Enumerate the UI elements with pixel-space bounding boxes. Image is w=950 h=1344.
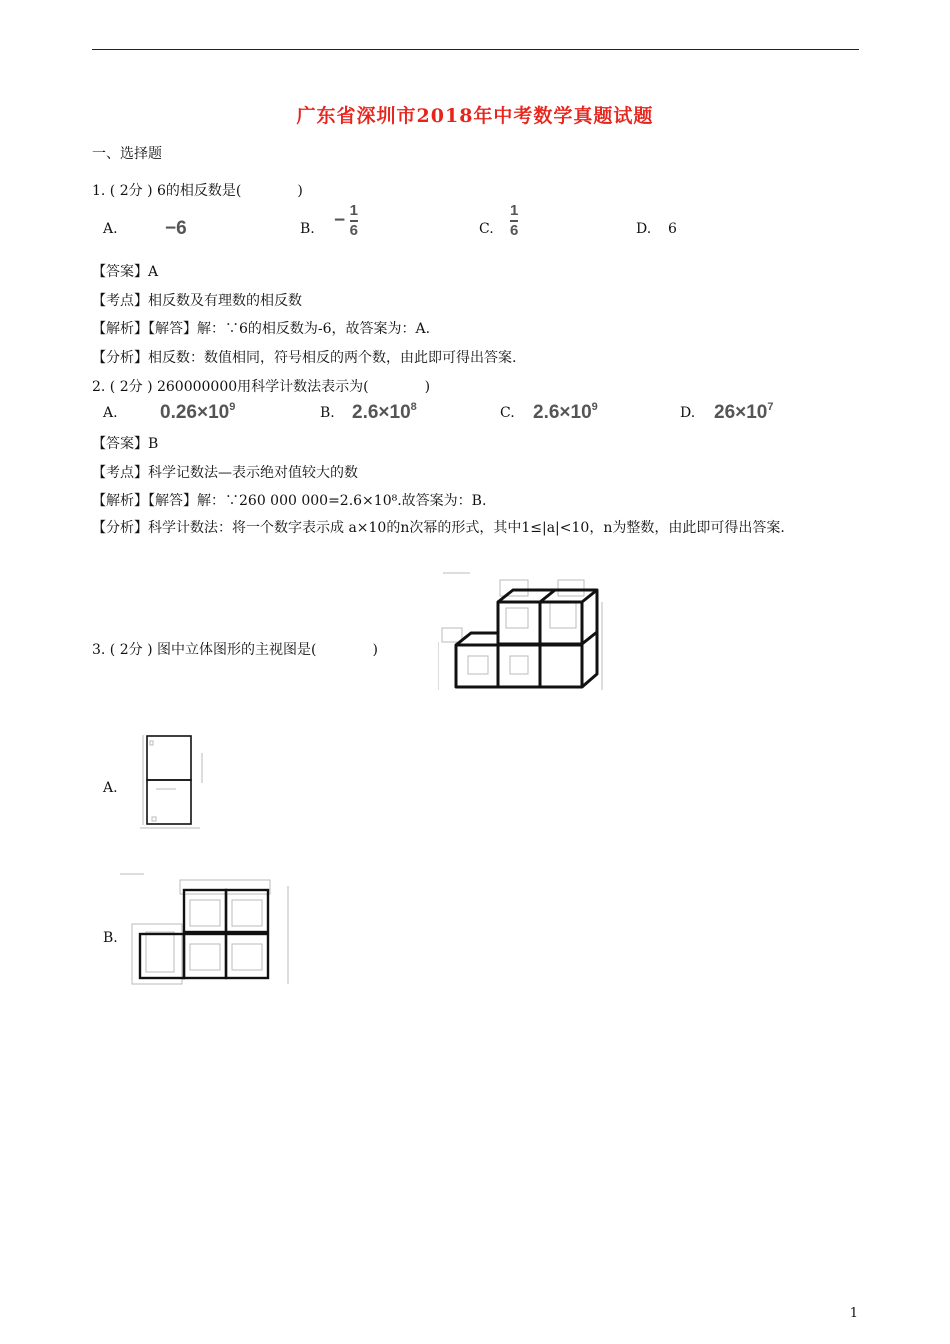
- q2-option-a-exp: 9: [229, 401, 236, 413]
- q1-option-d-value: 6: [668, 221, 677, 237]
- q2-option-d-exp: 7: [767, 401, 774, 413]
- q1-analysis: 【解析】【解答】解：∵6的相反数为-6，故答案为：A.: [92, 321, 431, 337]
- q1-option-c-denominator: 6: [510, 222, 519, 239]
- q2-option-c-base: 2.6×10: [533, 402, 592, 423]
- q2-option-d-label: D.: [680, 405, 696, 421]
- q3-option-a-figure: [140, 733, 206, 833]
- q3-option-a-label: A.: [103, 780, 118, 796]
- q2-option-a-base: 0.26×10: [160, 402, 230, 423]
- q1-option-d-label: D.: [636, 221, 652, 237]
- page-title: 广东省深圳市2018年中考数学真题试题: [296, 105, 654, 127]
- q1-comment: 【分析】相反数：数值相同，符号相反的两个数，由此即可得出答案.: [92, 350, 517, 366]
- q2-answer: 【答案】B: [92, 436, 159, 452]
- q2-option-c-exp: 9: [591, 401, 598, 413]
- q2-option-a-label: A.: [103, 405, 118, 421]
- q2-option-b-value: [352, 401, 417, 424]
- q2-option-a-value: [160, 401, 235, 424]
- q3-option-b-label: B.: [103, 930, 118, 946]
- q3-option-b-figure: [118, 872, 294, 990]
- q2-option-c-value: [533, 401, 598, 424]
- q1-option-a-label: A.: [103, 221, 118, 237]
- q1-option-b-denominator: 6: [349, 222, 358, 239]
- header-rule: [92, 49, 859, 50]
- page-number: 1: [849, 1306, 858, 1321]
- q2-stem: 2. ( 2分 ) 260000000用科学计数法表示为( ): [92, 379, 431, 395]
- q1-answer: 【答案】A: [92, 264, 159, 280]
- q2-analysis: 【解析】【解答】解：∵260 000 000=2.6×10⁸.故答案为：B.: [92, 493, 487, 509]
- q2-option-b-label: B.: [320, 405, 335, 421]
- section-heading: 一、选择题: [92, 146, 162, 162]
- q3-stem: 3. ( 2分 ) 图中立体图形的主视图是( ): [92, 642, 378, 658]
- q1-point: 【考点】相反数及有理数的相反数: [92, 293, 302, 309]
- q2-option-b-exp: 8: [410, 401, 417, 413]
- q2-option-b-base: 2.6×10: [352, 402, 411, 423]
- q2-point: 【考点】科学记数法—表示绝对值较大的数: [92, 465, 358, 481]
- q1-option-b-label: B.: [300, 221, 315, 237]
- q2-comment: 【分析】科学计数法：将一个数字表示成 a×10的n次幂的形式，其中1≤|a|<10，n为整数，由此即可得出答案.: [92, 520, 785, 536]
- q2-option-c-label: C.: [500, 405, 515, 421]
- q2-option-d-value: [714, 401, 774, 424]
- q1-stem: 1. ( 2分 ) 6的相反数是( ): [92, 183, 303, 199]
- q1-option-a-value: −6: [165, 218, 187, 239]
- q1-option-c-label: C.: [479, 221, 494, 237]
- q1-option-b-fraction: [350, 203, 358, 239]
- q1-option-c-fraction: [510, 203, 518, 239]
- q1-option-c-numerator: 1: [510, 202, 519, 219]
- q3-solid-figure: [438, 572, 606, 696]
- q2-option-d-base: 26×10: [714, 402, 768, 423]
- q1-option-b-value: [334, 203, 358, 239]
- q1-option-b-numerator: 1: [349, 202, 358, 219]
- q1-option-c-value: [510, 203, 518, 239]
- q1-option-b-sign: −: [334, 210, 346, 231]
